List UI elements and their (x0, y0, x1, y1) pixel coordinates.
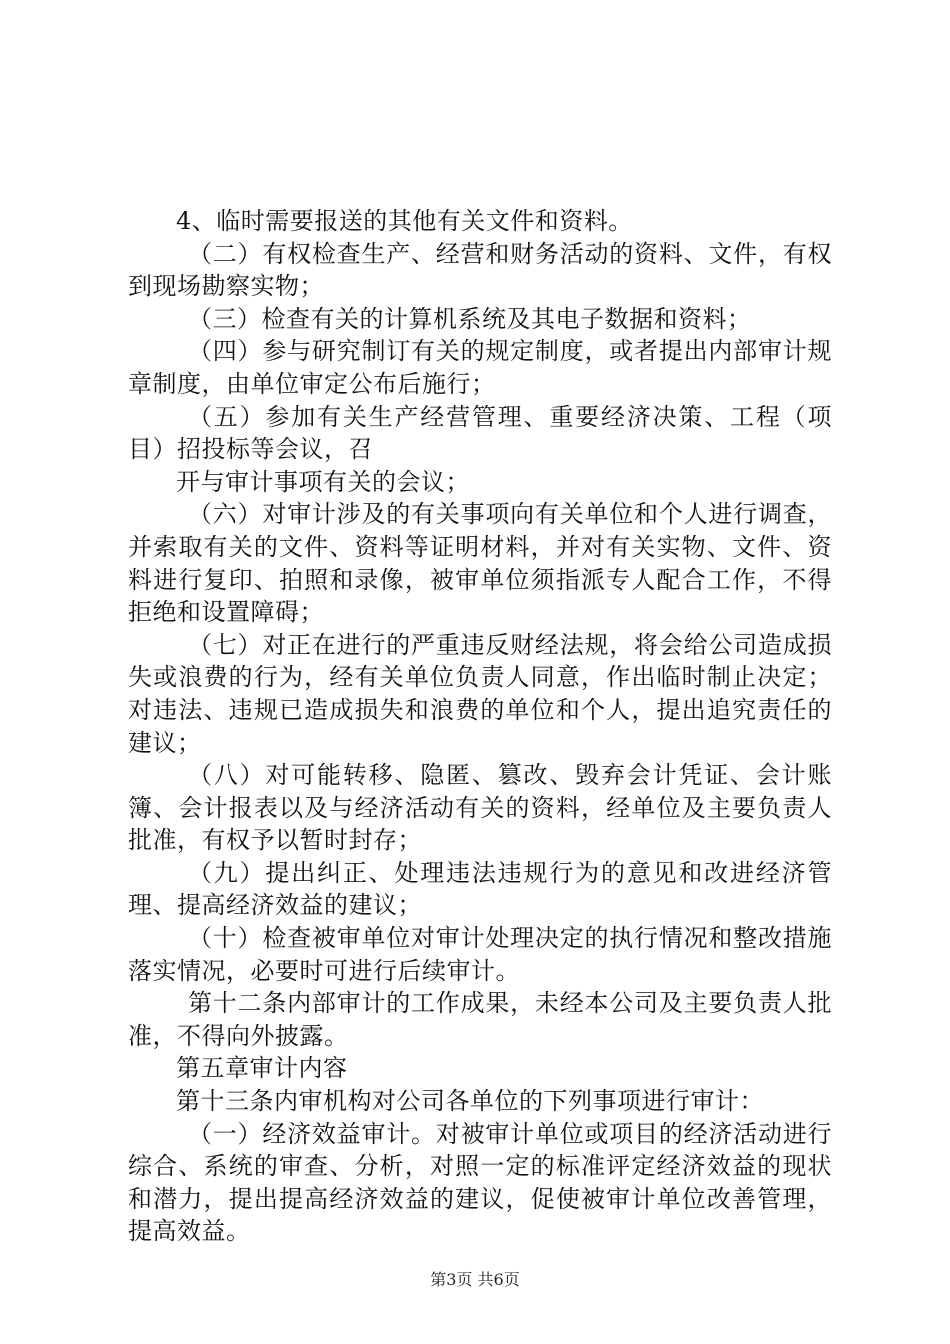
page-number-label: 第3页 共6页 (430, 1270, 520, 1289)
paragraph-item-4: 4、临时需要报送的其他有关文件和资料。 (176, 207, 633, 235)
paragraph-right-4: （四）参与研究制订有关的规定制度，或者提出内部审计规章制度，由单位审定公布后施行； (128, 337, 832, 398)
chapter-5-heading: 第五章审计内容 (176, 1054, 348, 1083)
paragraph-right-7: （七）对正在进行的严重违反财经法规，将会给公司造成损失或浪费的行为，经有关单位负责人同意，作出临时制止决定；对违法、违规已造成损失和浪费的单位和个人，提出追究责任的建议； (128, 630, 832, 757)
paragraph-right-6: （六）对审计涉及的有关事项向有关单位和个人进行调查，并索取有关的文件、资料等证明材料，并对有关实物、文件、资料进行复印、拍照和录像，被审单位须指派专人配合工作，不得拒绝和设置障碍； (128, 500, 832, 627)
paragraph-right-5-continued: 开与审计事项有关的会议； (176, 467, 470, 496)
paragraph-right-2: （二）有权检查生产、经营和财务活动的资料、文件，有权到现场勘察实物； (128, 239, 832, 301)
article-12: 第十二条内部审计的工作成果，未经本公司及主要负责人批准，不得向外披露。 (128, 989, 832, 1050)
audit-item-1: （一）经济效益审计。对被审计单位或项目的经济活动进行综合、系统的审查、分析，对照一定的标准评定经济效益的现状和潜力，提出提高经济效益的建议，促使被审计单位改善管理，提高效益。 (128, 1119, 832, 1246)
page-footer (0, 1270, 950, 1290)
article-13: 第十三条内审机构对公司各单位的下列事项进行审计： (176, 1087, 764, 1116)
paragraph-right-3: （三）检查有关的计算机系统及其电子数据和资料； (188, 304, 752, 333)
document-body (128, 205, 832, 1248)
paragraph-right-8: （八）对可能转移、隐匿、篡改、毁弃会计凭证、会计账簿、会计报表以及与经济活动有关的资料，经单位及主要负责人批准，有权予以暂时封存； (128, 761, 832, 855)
paragraph-right-5: （五）参加有关生产经营管理、重要经济决策、工程（项目）招投标等会议，召 (128, 402, 832, 464)
paragraph-right-9: （九）提出纠正、处理违法违规行为的意见和改进经济管理、提高经济效益的建议； (128, 858, 832, 920)
paragraph-right-10: （十）检查被审单位对审计处理决定的执行情况和整改措施落实情况，必要时可进行后续审计。 (128, 924, 832, 985)
